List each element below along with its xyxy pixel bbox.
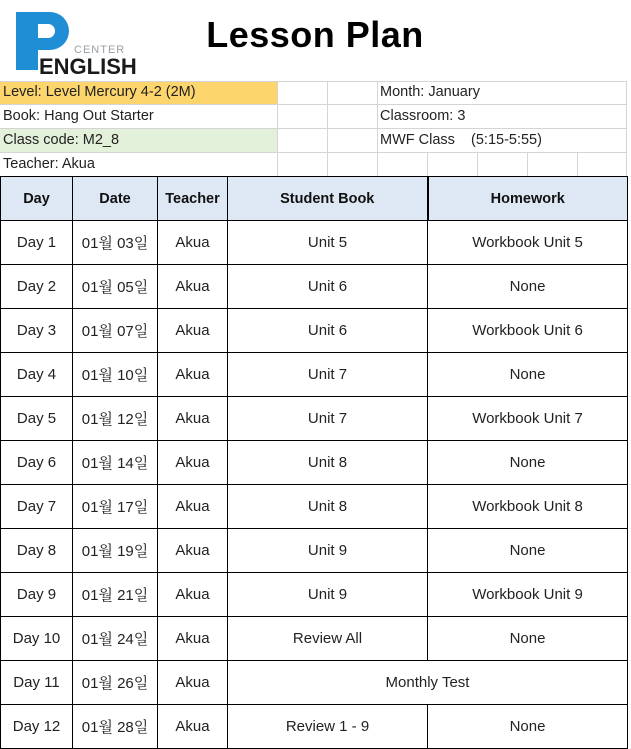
- header-homework[interactable]: Homework: [428, 177, 628, 221]
- teacher-cell[interactable]: Akua: [158, 529, 228, 573]
- teacher-cell[interactable]: Akua: [158, 309, 228, 353]
- date-cell[interactable]: 01월 05일: [73, 265, 158, 309]
- grid-line: [327, 81, 328, 176]
- table-row: [1, 397, 628, 441]
- student-book-cell[interactable]: Unit 7: [228, 397, 428, 441]
- student-book-cell[interactable]: Unit 9: [228, 573, 428, 617]
- day-cell[interactable]: Day 11: [1, 661, 73, 705]
- grid-line: [277, 81, 278, 176]
- homework-cell[interactable]: None: [428, 617, 628, 661]
- teacher-cell[interactable]: Akua: [158, 441, 228, 485]
- day-cell[interactable]: Day 3: [1, 309, 73, 353]
- student-book-cell[interactable]: Unit 6: [228, 265, 428, 309]
- header-date[interactable]: Date: [73, 177, 158, 221]
- grid-line: [0, 152, 627, 153]
- table-row: [1, 705, 628, 749]
- date-cell[interactable]: 01월 14일: [73, 441, 158, 485]
- grid-line: [577, 152, 578, 176]
- student-book-cell[interactable]: Review 1 - 9: [228, 705, 428, 749]
- teacher-cell[interactable]: Akua: [158, 705, 228, 749]
- table-row: [1, 617, 628, 661]
- day-cell[interactable]: Day 10: [1, 617, 73, 661]
- logo-english-text: ENGLISH: [39, 54, 137, 78]
- day-cell[interactable]: Day 4: [1, 353, 73, 397]
- grid-line: [0, 128, 627, 129]
- header-teacher[interactable]: Teacher: [158, 177, 228, 221]
- teacher-cell[interactable]: Akua: [158, 265, 228, 309]
- day-cell[interactable]: Day 9: [1, 573, 73, 617]
- homework-cell[interactable]: Workbook Unit 7: [428, 397, 628, 441]
- teacher-cell[interactable]: Teacher: Akua: [3, 156, 95, 172]
- student-book-cell[interactable]: Review All: [228, 617, 428, 661]
- day-cell[interactable]: Day 8: [1, 529, 73, 573]
- date-cell[interactable]: 01월 10일: [73, 353, 158, 397]
- student-book-cell[interactable]: Unit 9: [228, 529, 428, 573]
- table-row: [1, 485, 628, 529]
- student-book-cell[interactable]: Unit 6: [228, 309, 428, 353]
- table-row: [1, 529, 628, 573]
- table-row: [1, 573, 628, 617]
- teacher-cell[interactable]: Akua: [158, 397, 228, 441]
- homework-cell[interactable]: None: [428, 353, 628, 397]
- homework-cell[interactable]: Workbook Unit 5: [428, 221, 628, 265]
- monthly-test-cell[interactable]: Monthly Test: [228, 661, 628, 705]
- day-cell[interactable]: Day 1: [1, 221, 73, 265]
- student-book-cell[interactable]: Unit 8: [228, 441, 428, 485]
- date-cell[interactable]: 01월 24일: [73, 617, 158, 661]
- homework-cell[interactable]: Workbook Unit 9: [428, 573, 628, 617]
- table-row: [1, 221, 628, 265]
- date-cell[interactable]: 01월 19일: [73, 529, 158, 573]
- date-cell[interactable]: 01월 07일: [73, 309, 158, 353]
- logo-p-bowl: [38, 12, 69, 50]
- homework-cell[interactable]: Workbook Unit 6: [428, 309, 628, 353]
- homework-cell[interactable]: None: [428, 441, 628, 485]
- day-cell[interactable]: Day 6: [1, 441, 73, 485]
- center-english-logo: [14, 8, 138, 78]
- homework-cell[interactable]: Workbook Unit 8: [428, 485, 628, 529]
- level-cell[interactable]: Level: Level Mercury 4-2 (2M): [0, 81, 277, 104]
- date-cell[interactable]: 01월 17일: [73, 485, 158, 529]
- page-title: Lesson Plan: [206, 14, 424, 55]
- student-book-cell[interactable]: Unit 8: [228, 485, 428, 529]
- homework-cell[interactable]: None: [428, 529, 628, 573]
- day-cell[interactable]: Day 12: [1, 705, 73, 749]
- teacher-cell[interactable]: Akua: [158, 661, 228, 705]
- date-cell[interactable]: 01월 26일: [73, 661, 158, 705]
- header-student-book[interactable]: Student Book: [228, 177, 428, 221]
- table-row: [1, 441, 628, 485]
- lesson-schedule-table: [0, 176, 628, 749]
- logo-p-stem: [16, 12, 38, 70]
- header-day[interactable]: Day: [1, 177, 73, 221]
- grid-line: [0, 104, 627, 105]
- date-cell[interactable]: 01월 03일: [73, 221, 158, 265]
- schedule-cell[interactable]: MWF Class (5:15-5:55): [380, 132, 542, 148]
- classroom-cell[interactable]: Classroom: 3: [380, 108, 466, 124]
- table-row: [1, 353, 628, 397]
- table-header-row: [1, 177, 628, 221]
- day-cell[interactable]: Day 7: [1, 485, 73, 529]
- month-cell[interactable]: Month: January: [380, 84, 480, 100]
- student-book-cell[interactable]: Unit 5: [228, 221, 428, 265]
- teacher-cell[interactable]: Akua: [158, 221, 228, 265]
- date-cell[interactable]: 01월 28일: [73, 705, 158, 749]
- homework-cell[interactable]: None: [428, 265, 628, 309]
- book-cell[interactable]: Book: Hang Out Starter: [3, 108, 154, 124]
- grid-line: [527, 152, 528, 176]
- table-row: [1, 265, 628, 309]
- grid-line: [377, 81, 378, 176]
- day-cell[interactable]: Day 2: [1, 265, 73, 309]
- teacher-cell[interactable]: Akua: [158, 617, 228, 661]
- class-info-grid: [0, 81, 627, 177]
- day-cell[interactable]: Day 5: [1, 397, 73, 441]
- student-book-cell[interactable]: Unit 7: [228, 353, 428, 397]
- homework-cell[interactable]: None: [428, 705, 628, 749]
- teacher-cell[interactable]: Akua: [158, 353, 228, 397]
- table-row: [1, 661, 628, 705]
- date-cell[interactable]: 01월 12일: [73, 397, 158, 441]
- class-code-cell[interactable]: Class code: M2_8: [0, 129, 277, 152]
- grid-line: [0, 81, 627, 82]
- grid-line: [626, 81, 627, 176]
- date-cell[interactable]: 01월 21일: [73, 573, 158, 617]
- teacher-cell[interactable]: Akua: [158, 573, 228, 617]
- grid-line: [477, 152, 478, 176]
- logo-center-text: CENTER: [74, 44, 126, 56]
- table-row: [1, 309, 628, 353]
- grid-line: [427, 152, 428, 176]
- teacher-cell[interactable]: Akua: [158, 485, 228, 529]
